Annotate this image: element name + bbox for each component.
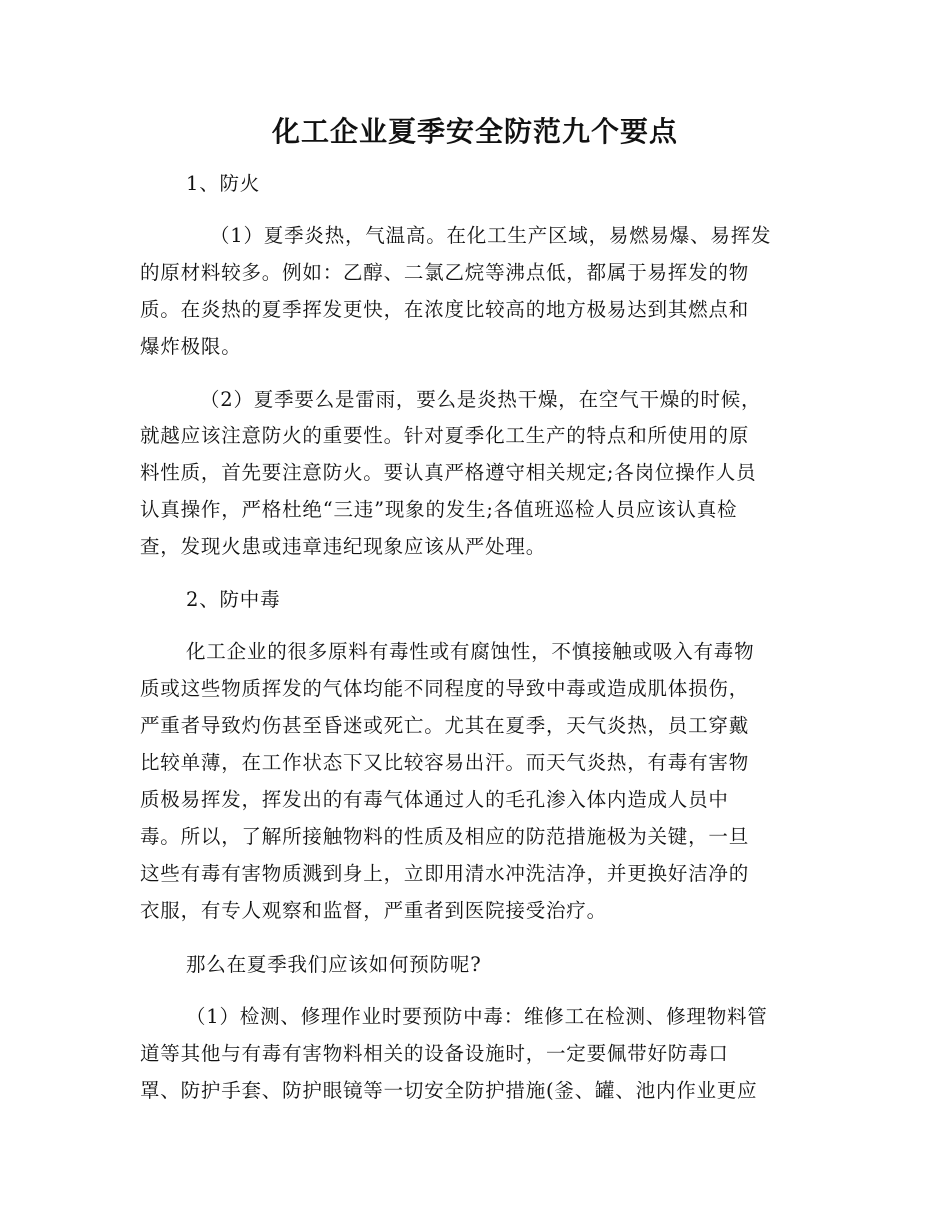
section-heading-poison: 2、防中毒 xyxy=(186,588,281,611)
paragraph-line: 质或这些物质挥发的气体均能不同程度的导致中毒或造成肌体损伤， xyxy=(140,677,750,700)
document-title: 化工企业夏季安全防范九个要点 xyxy=(271,115,678,148)
paragraph-line: 质。在炎热的夏季挥发更快，在浓度比较高的地方极易达到其燃点和 xyxy=(140,298,750,321)
paragraph-line: 道等其他与有毒有害物料相关的设备设施时，一定要佩带好防毒口 xyxy=(140,1042,729,1065)
question-line: 那么在夏季我们应该如何预防呢? xyxy=(186,953,482,976)
paragraph-line: 这些有毒有害物质溅到身上，立即用清水冲洗洁净，并更换好洁净的 xyxy=(140,862,750,885)
paragraph-line: 的原材料较多。例如：乙醇、二氯乙烷等沸点低，都属于易挥发的物 xyxy=(140,261,750,284)
paragraph-line: 罩、防护手套、防护眼镜等一切安全防护措施(釜、罐、池内作业更应 xyxy=(140,1079,758,1102)
paragraph-line: 比较单薄，在工作状态下又比较容易出汗。而天气炎热，有毒有害物 xyxy=(140,751,750,774)
section-heading-fire: 1、防火 xyxy=(186,172,261,195)
paragraph-line: 认真操作，严格杜绝“三违”现象的发生;各值班巡检人员应该认真检 xyxy=(140,498,738,521)
paragraph-line: 料性质，首先要注意防火。要认真严格遵守相关规定;各岗位操作人员 xyxy=(140,461,757,484)
paragraph-line: （1）夏季炎热，气温高。在化工生产区域，易燃易爆、易挥发 xyxy=(210,224,772,247)
paragraph-line: 严重者导致灼伤甚至昏迷或死亡。尤其在夏季，天气炎热，员工穿戴 xyxy=(140,714,750,737)
paragraph-line: （2）夏季要么是雷雨，要么是炎热干燥，在空气干燥的时候， xyxy=(200,388,762,411)
paragraph-line: 衣服，有专人观察和监督，严重者到医院接受治疗。 xyxy=(140,899,607,922)
paragraph-line: 爆炸极限。 xyxy=(140,335,242,358)
paragraph-line: 毒。所以，了解所接触物料的性质及相应的防范措施极为关键，一旦 xyxy=(140,825,750,848)
paragraph-line: 化工企业的很多原料有毒性或有腐蚀性，不慎接触或吸入有毒物 xyxy=(186,640,755,663)
paragraph-line: 就越应该注意防火的重要性。针对夏季化工生产的特点和所使用的原 xyxy=(140,424,750,447)
paragraph-line: 查，发现火患或违章违纪现象应该从严处理。 xyxy=(140,535,547,558)
paragraph-line: 质极易挥发，挥发出的有毒气体通过人的毛孔渗入体内造成人员中 xyxy=(140,788,729,811)
paragraph-line: （1）检测、修理作业时要预防中毒：维修工在检测、修理物料管 xyxy=(186,1005,768,1028)
